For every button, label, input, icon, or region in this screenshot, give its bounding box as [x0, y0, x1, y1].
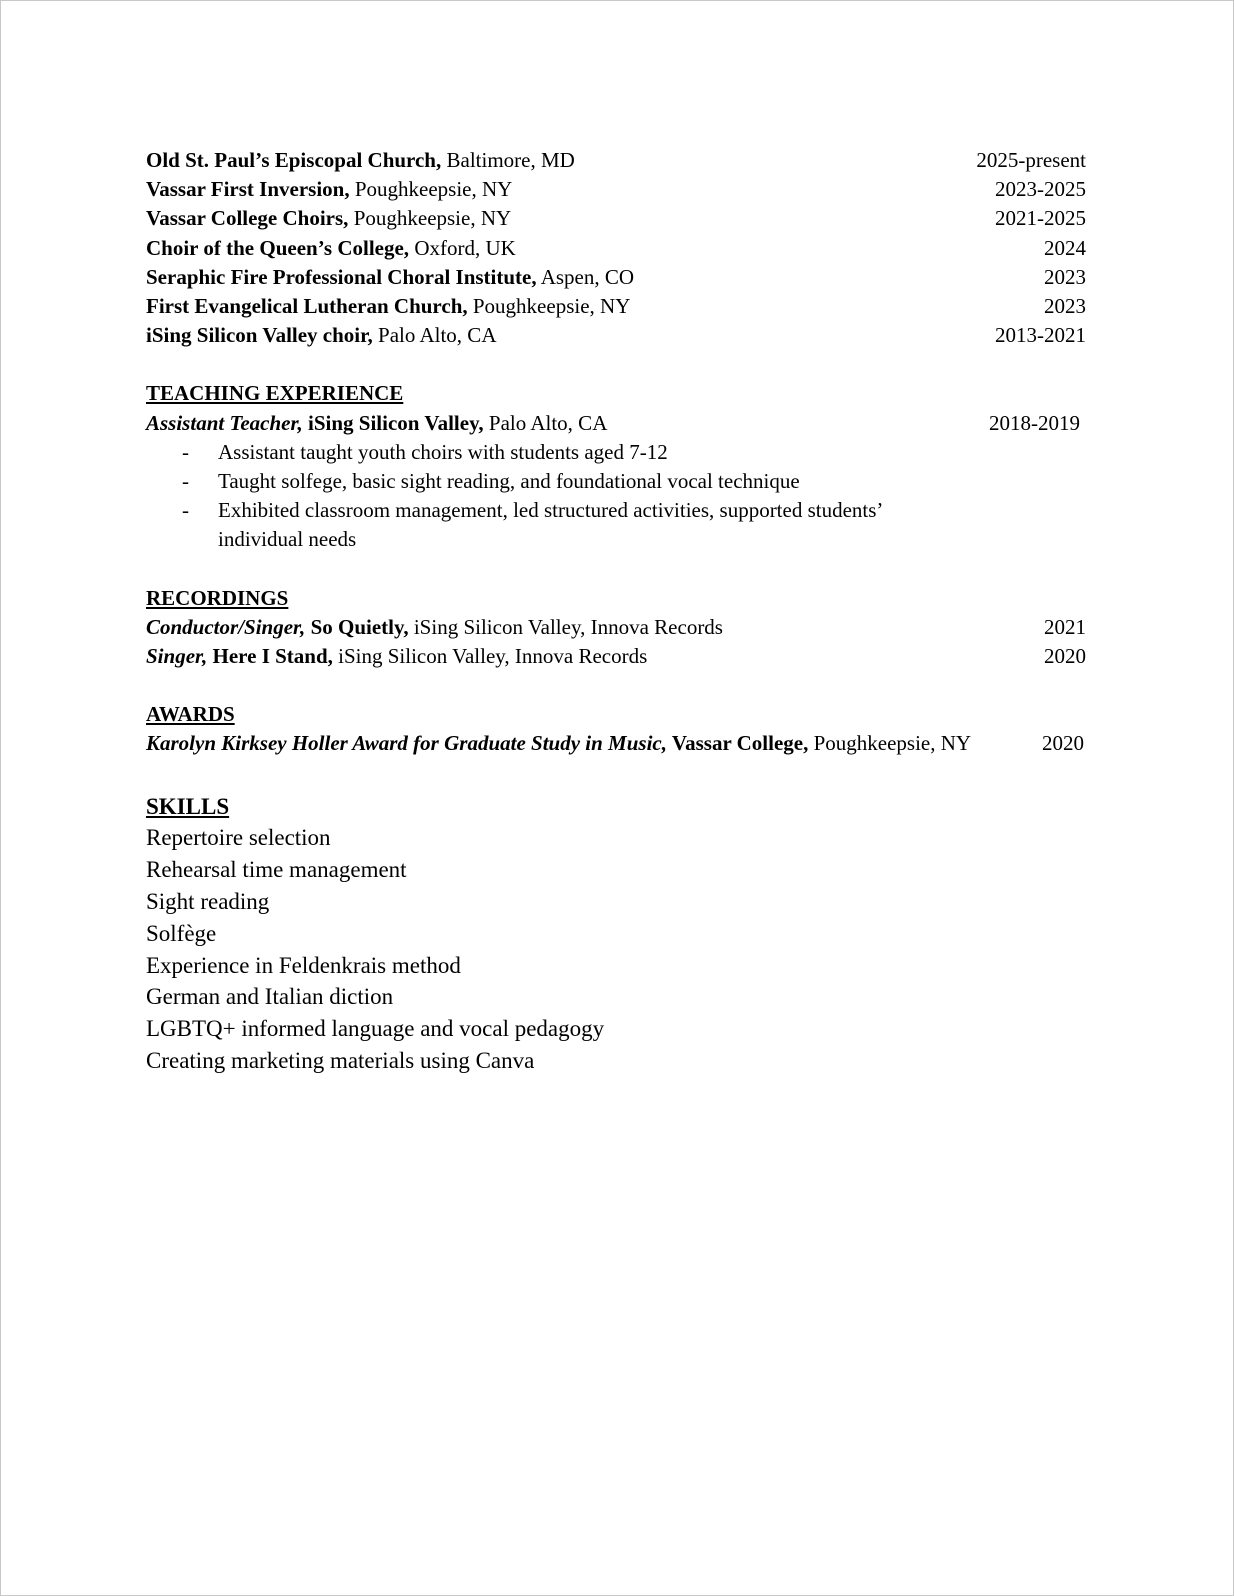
skill-item: Solfège	[146, 920, 217, 946]
teaching-location: Palo Alto, CA	[483, 410, 608, 435]
list-item: - Assistant taught youth choirs with students aged 7-12	[182, 439, 668, 464]
recordings-heading: RECORDINGS	[146, 585, 289, 610]
recording-year: 2020	[1044, 644, 1086, 669]
skill-item: Sight reading	[146, 889, 270, 915]
award-org: Vassar College,	[666, 731, 809, 756]
position-row	[146, 321, 1086, 350]
recording-title: Here I Stand,	[207, 644, 333, 669]
recording-title: So Quietly,	[305, 614, 409, 639]
position-row	[146, 175, 1086, 204]
recording-row	[146, 613, 1086, 642]
position-years: 2023	[1044, 294, 1086, 319]
resume-content	[146, 146, 1086, 1077]
position-years: 2021-2025	[995, 206, 1086, 231]
award-location: Poughkeepsie, NY	[808, 731, 972, 756]
position-years: 2013-2021	[995, 323, 1086, 348]
position-location: Oxford, UK	[409, 235, 516, 260]
position-years: 2025-present	[976, 148, 1086, 172]
skills-heading: SKILLS	[146, 793, 230, 819]
recording-detail: iSing Silicon Valley, Innova Records	[332, 644, 648, 669]
position-row	[146, 146, 1086, 175]
teaching-section	[146, 379, 1086, 554]
skill-item: Experience in Feldenkrais method	[146, 952, 461, 978]
teaching-years: 2018-2019	[989, 410, 1080, 435]
skill-item: German and Italian diction	[146, 984, 394, 1010]
skills-section	[146, 791, 1086, 1077]
skill-item: Rehearsal time management	[146, 857, 407, 883]
recording-role: Conductor/Singer,	[146, 614, 306, 639]
recording-role: Singer,	[146, 644, 208, 669]
awards-heading: AWARDS	[146, 702, 235, 727]
position-row	[146, 263, 1086, 292]
award-year: 2020	[1042, 731, 1084, 756]
skill-item: LGBTQ+ informed language and vocal pedagogy	[146, 1016, 605, 1042]
award-row	[146, 729, 1086, 758]
position-org: Seraphic Fire Professional Choral Institute,	[146, 264, 537, 289]
position-org: Vassar First Inversion,	[146, 177, 350, 202]
position-location: Baltimore, MD	[441, 148, 575, 172]
position-row	[146, 292, 1086, 321]
recordings-section	[146, 584, 1086, 672]
recording-row	[146, 642, 1086, 671]
position-location: Poughkeepsie, NY	[467, 294, 631, 319]
skill-item: Repertoire selection	[146, 825, 331, 851]
position-years: 2024	[1044, 235, 1086, 260]
position-row	[146, 234, 1086, 263]
teaching-heading: TEACHING EXPERIENCE	[146, 381, 404, 406]
recording-detail: iSing Silicon Valley, Innova Records	[408, 614, 723, 639]
skills-list	[146, 822, 1086, 1076]
position-org: iSing Silicon Valley choir,	[146, 323, 373, 348]
position-location: Poughkeepsie, NY	[349, 177, 513, 202]
teaching-row	[146, 409, 1086, 438]
position-org: Choir of the Queen’s College,	[146, 235, 410, 260]
recording-year: 2021	[1044, 614, 1086, 639]
awards-section	[146, 700, 1086, 758]
position-years: 2023	[1044, 264, 1086, 289]
position-org: Old St. Paul’s Episcopal Church,	[146, 148, 442, 172]
award-name: Karolyn Kirksey Holler Award for Graduate Study in Music,	[146, 731, 667, 756]
position-location: Aspen, CO	[536, 264, 635, 289]
positions-list	[146, 146, 1086, 350]
position-org: First Evangelical Lutheran Church,	[146, 294, 468, 319]
teaching-role: Assistant Teacher,	[146, 410, 303, 435]
position-years: 2023-2025	[995, 177, 1086, 202]
position-org: Vassar College Choirs,	[146, 206, 349, 231]
skill-item: Creating marketing materials using Canva	[146, 1048, 535, 1074]
teaching-bullets	[146, 438, 1086, 555]
position-location: Poughkeepsie, NY	[348, 206, 512, 231]
teaching-org: iSing Silicon Valley,	[302, 410, 484, 435]
list-item: - Exhibited classroom management, led structured activities, supported students’ individual needs	[182, 498, 882, 552]
list-item: - Taught solfege, basic sight reading, and foundational vocal technique	[182, 469, 800, 494]
position-row	[146, 204, 1086, 233]
position-location: Palo Alto, CA	[372, 323, 497, 348]
